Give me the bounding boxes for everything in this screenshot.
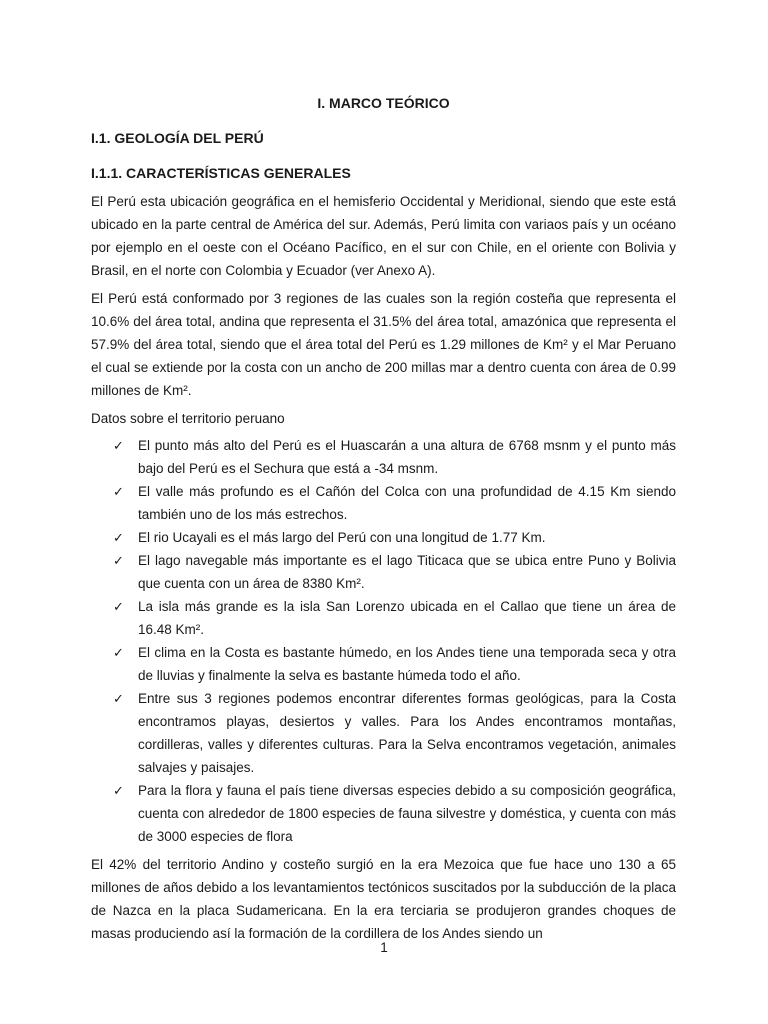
list-item-text: Para la flora y fauna el país tiene diversas especies debido a su composición geográfica, cuenta con alrededor de 1800 especies de fauna silvestre y doméstica, y cuenta con más de 3000 especies de flora	[138, 783, 676, 844]
paragraph-location: El Perú esta ubicación geográfica en el hemisferio Occidental y Meridional, siendo que este está ubicado en la parte central de América del sur. Además, Perú limita con variaos país y un océano por ejemplo en el oeste con el Océano Pacífico, en el sur con Chile, en el oriente con Bolivia y Brasil, en el norte con Colombia y Ecuador (ver Anexo A).	[91, 194, 676, 278]
list-item	[91, 549, 676, 595]
page-number: 1	[380, 940, 388, 955]
list-item-text: El lago navegable más importante es el lago Titicaca que se ubica entre Puno y Bolivia que cuenta con un área de 8380 Km².	[138, 553, 676, 591]
document-title: I. MARCO TEÓRICO	[317, 95, 450, 111]
list-item	[91, 779, 676, 848]
checkmark-icon: ✓	[113, 530, 124, 545]
list-intro: Datos sobre el territorio peruano	[91, 411, 285, 426]
list-item-text: La isla más grande es la isla San Lorenzo ubicada en el Callao que tiene un área de 16.48 Km².	[138, 599, 676, 637]
page-content	[91, 92, 676, 950]
paragraph-geology: El 42% del territorio Andino y costeño surgió en la era Mezoica que fue hace uno 130 a 65 millones de años debido a los levantamientos tectónicos suscitados por la subducción de la placa de Nazca en la placa Sudamericana. En la era terciaria se produjeron grandes choques de masas produciendo así la formación de la cordillera de los Andes siendo un	[91, 857, 676, 941]
list-item-text: El punto más alto del Perú es el Huascarán a una altura de 6768 msnm y el punto más bajo del Perú es el Sechura que está a -34 msnm.	[138, 438, 676, 476]
subsection-heading: I.1.1. CARACTERÍSTICAS GENERALES	[91, 165, 351, 181]
checkmark-icon: ✓	[113, 484, 124, 499]
checkmark-icon: ✓	[113, 645, 124, 660]
paragraph-regions: El Perú está conformado por 3 regiones de las cuales son la región costeña que representa el 10.6% del área total, andina que representa el 31.5% del área total, amazónica que representa el 57.9% del área total, siendo que el área total del Perú es 1.29 millones de Km² y el Mar Peruano el cual se extiende por la costa con un ancho de 200 millas mar a dentro cuenta con área de 0.99 millones de Km².	[91, 291, 676, 398]
list-item-text: Entre sus 3 regiones podemos encontrar diferentes formas geológicas, para la Costa encontramos playas, desiertos y valles. Para los Andes encontramos montañas, cordilleras, valles y diferentes culturas. Para la Selva encontramos vegetación, animales salvajes y paisajes.	[138, 691, 676, 775]
checkmark-icon: ✓	[113, 783, 124, 798]
list-item	[91, 595, 676, 641]
list-item-text: El rio Ucayali es el más largo del Perú con una longitud de 1.77 Km.	[138, 530, 546, 545]
list-item	[91, 526, 676, 549]
list-item	[91, 434, 676, 480]
list-item-text: El valle más profundo es el Cañón del Colca con una profundidad de 4.15 Km siendo también uno de los más estrechos.	[138, 484, 676, 522]
list-item	[91, 480, 676, 526]
checkmark-icon: ✓	[113, 599, 124, 614]
list-item	[91, 687, 676, 779]
list-item-text: El clima en la Costa es bastante húmedo, en los Andes tiene una temporada seca y otra de lluvias y finalmente la selva es bastante húmeda todo el año.	[138, 645, 676, 683]
list-item	[91, 641, 676, 687]
checkmark-icon: ✓	[113, 553, 124, 568]
checkmark-icon: ✓	[113, 438, 124, 453]
section-heading: I.1. GEOLOGÍA DEL PERÚ	[91, 130, 264, 146]
territory-facts-list	[91, 434, 676, 848]
checkmark-icon: ✓	[113, 691, 124, 706]
